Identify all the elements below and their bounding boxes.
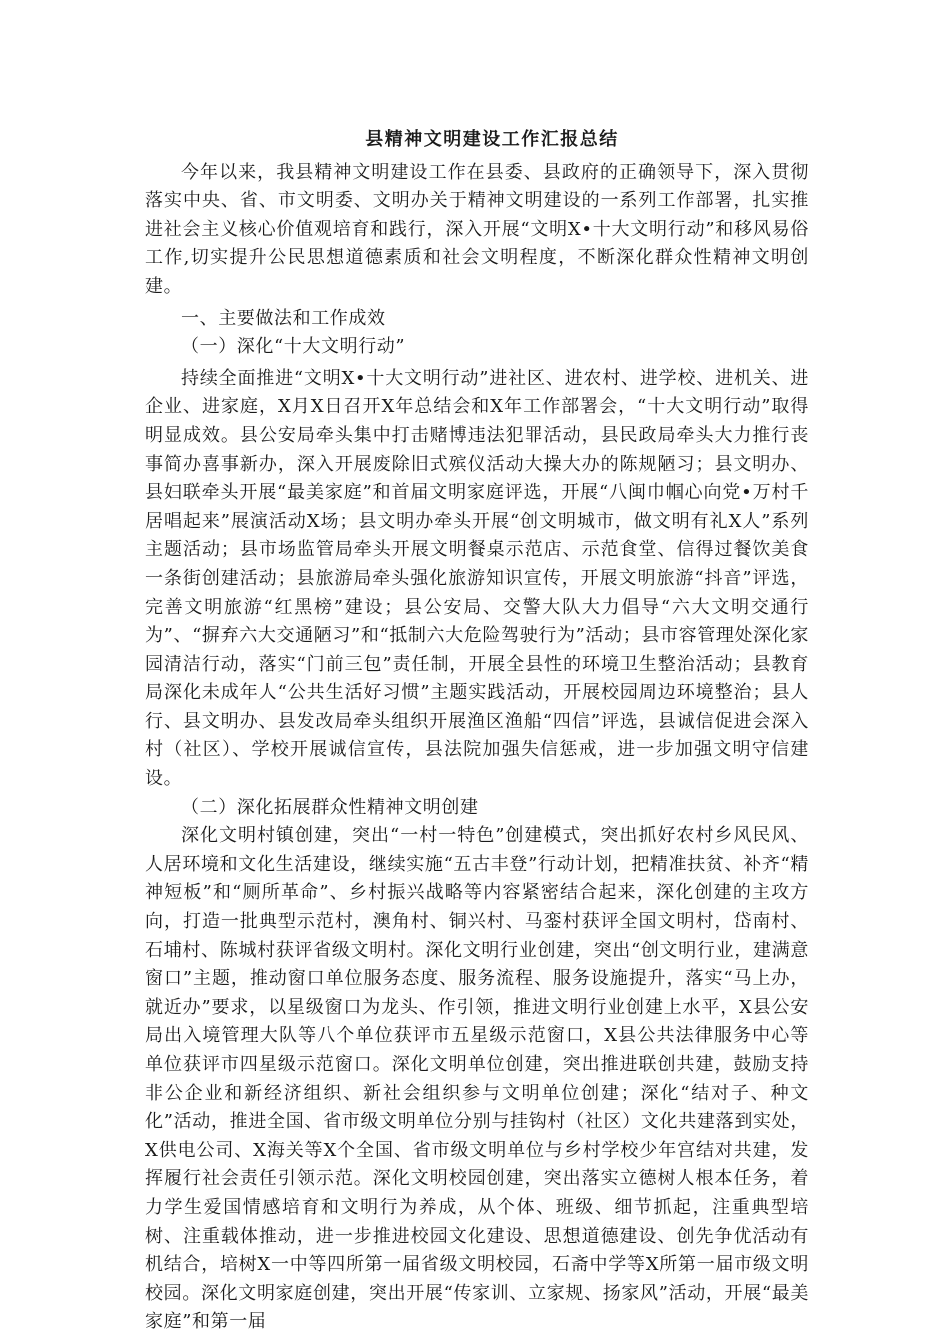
subsection-heading-1: （一）深化“十大文明行动”	[181, 336, 406, 358]
subsection-body-1: 持续全面推进“文明X•十大文明行动”进社区、进农村、进学校、进机关、进企业、进家庭，X月X日召开X年总结会和X年工作部署会，“十大文明行动”取得明显成效。县公安局牵头集中打击赌博违法犯罪活动，县民政局牵头大力推行丧事简办喜事新办，深入开展废除旧式殡仪活动大操大办的陈规陋习；县文明办、县妇联牵头开展“最美家庭”和首届文明家庭评选，开展“八闽巾帼心向党•万村千居唱起来”展演活动X场；县文明办牵头开展“创文明城市，做文明有礼X人”系列主题活动；县市场监管局牵头开展文明餐桌示范店、示范食堂、信得过餐饮美食一条街创建活动；县旅游局牵头强化旅游知识宣传，开展文明旅游“抖音”评选，完善文明旅游“红黑榜”建设；县公安局、交警大队大力倡导“六大文明交通行为”、“摒弃六大交通陋习”和“抵制六大危险驾驶行为”活动；县市容管理处深化家园清洁行动，落实“门前三包”责任制，开展全县性的环境卫生整治活动；县教育局深化未成年人“公共生活好习惯”主题实践活动，开展校园周边环境整治；县人行、县文明办、县发改局牵头组织开展渔区渔船“四信”评选，县诚信促进会深入村（社区）、学校开展诚信宣传，县法院加强失信惩戒，进一步加强文明守信建设。	[145, 367, 809, 790]
subsection-body-2: 深化文明村镇创建，突出“一村一特色”创建模式，突出抓好农村乡风民风、人居环境和文化生活建设，继续实施“五古丰登”行动计划，把精准扶贫、补齐“精神短板”和“厕所革命”、乡村振兴战略等内容紧密结合起来，深化创建的主攻方向，打造一批典型示范村，澳角村、铜兴村、马銮村获评全国文明村，岱南村、石埔村、陈城村获评省级文明村。深化文明行业创建，突出“创文明行业，建满意窗口”主题，推动窗口单位服务态度、服务流程、服务设施提升，落实“马上办，就近办”要求，以星级窗口为龙头、作引领，推进文明行业创建上水平，X县公安局出入境管理大队等八个单位获评市五星级示范窗口，X县公共法律服务中心等单位获评市四星级示范窗口。深化文明单位创建，突出推进联创共建，鼓励支持非公企业和新经济组织、新社会组织参与文明单位创建；深化“结对子、种文化”活动，推进全国、省市级文明单位分别与挂钩村（社区）文化共建落到实处，X供电公司、X海关等X个全国、省市级文明单位与乡村学校少年宫结对共建，发挥履行社会责任引领示范。深化文明校园创建，突出落实立德树人根本任务，着力学生爱国情感培育和文明行为养成，从个体、班级、细节抓起，注重典型培树、注重载体推动，进一步推进校园文化建设、思想道德建设、创先争优活动有机结合，培树X一中等四所第一届省级文明校园，石斋中学等X所第一届市级文明校园。深化文明家庭创建，突出开展“传家训、立家规、扬家风”活动，开展“最美家庭”和第一届	[145, 825, 809, 1333]
document-page	[145, 126, 809, 1337]
intro-paragraph: 今年以来，我县精神文明建设工作在县委、县政府的正确领导下，深入贯彻落实中央、省、市文明委、文明办关于精神文明建设的一系列工作部署，扎实推进社会主义核心价值观培育和践行，深入开展“文明X•十大文明行动”和移风易俗工作,切实提升公民思想道德素质和社会文明程度，不断深化群众性精神文明创建。	[145, 161, 809, 297]
document-title: 县精神文明建设工作汇报总结	[365, 129, 619, 150]
subsection-heading-2: （二）深化拓展群众性精神文明创建	[181, 796, 479, 818]
section-heading-1: 一、主要做法和工作成效	[181, 307, 386, 329]
